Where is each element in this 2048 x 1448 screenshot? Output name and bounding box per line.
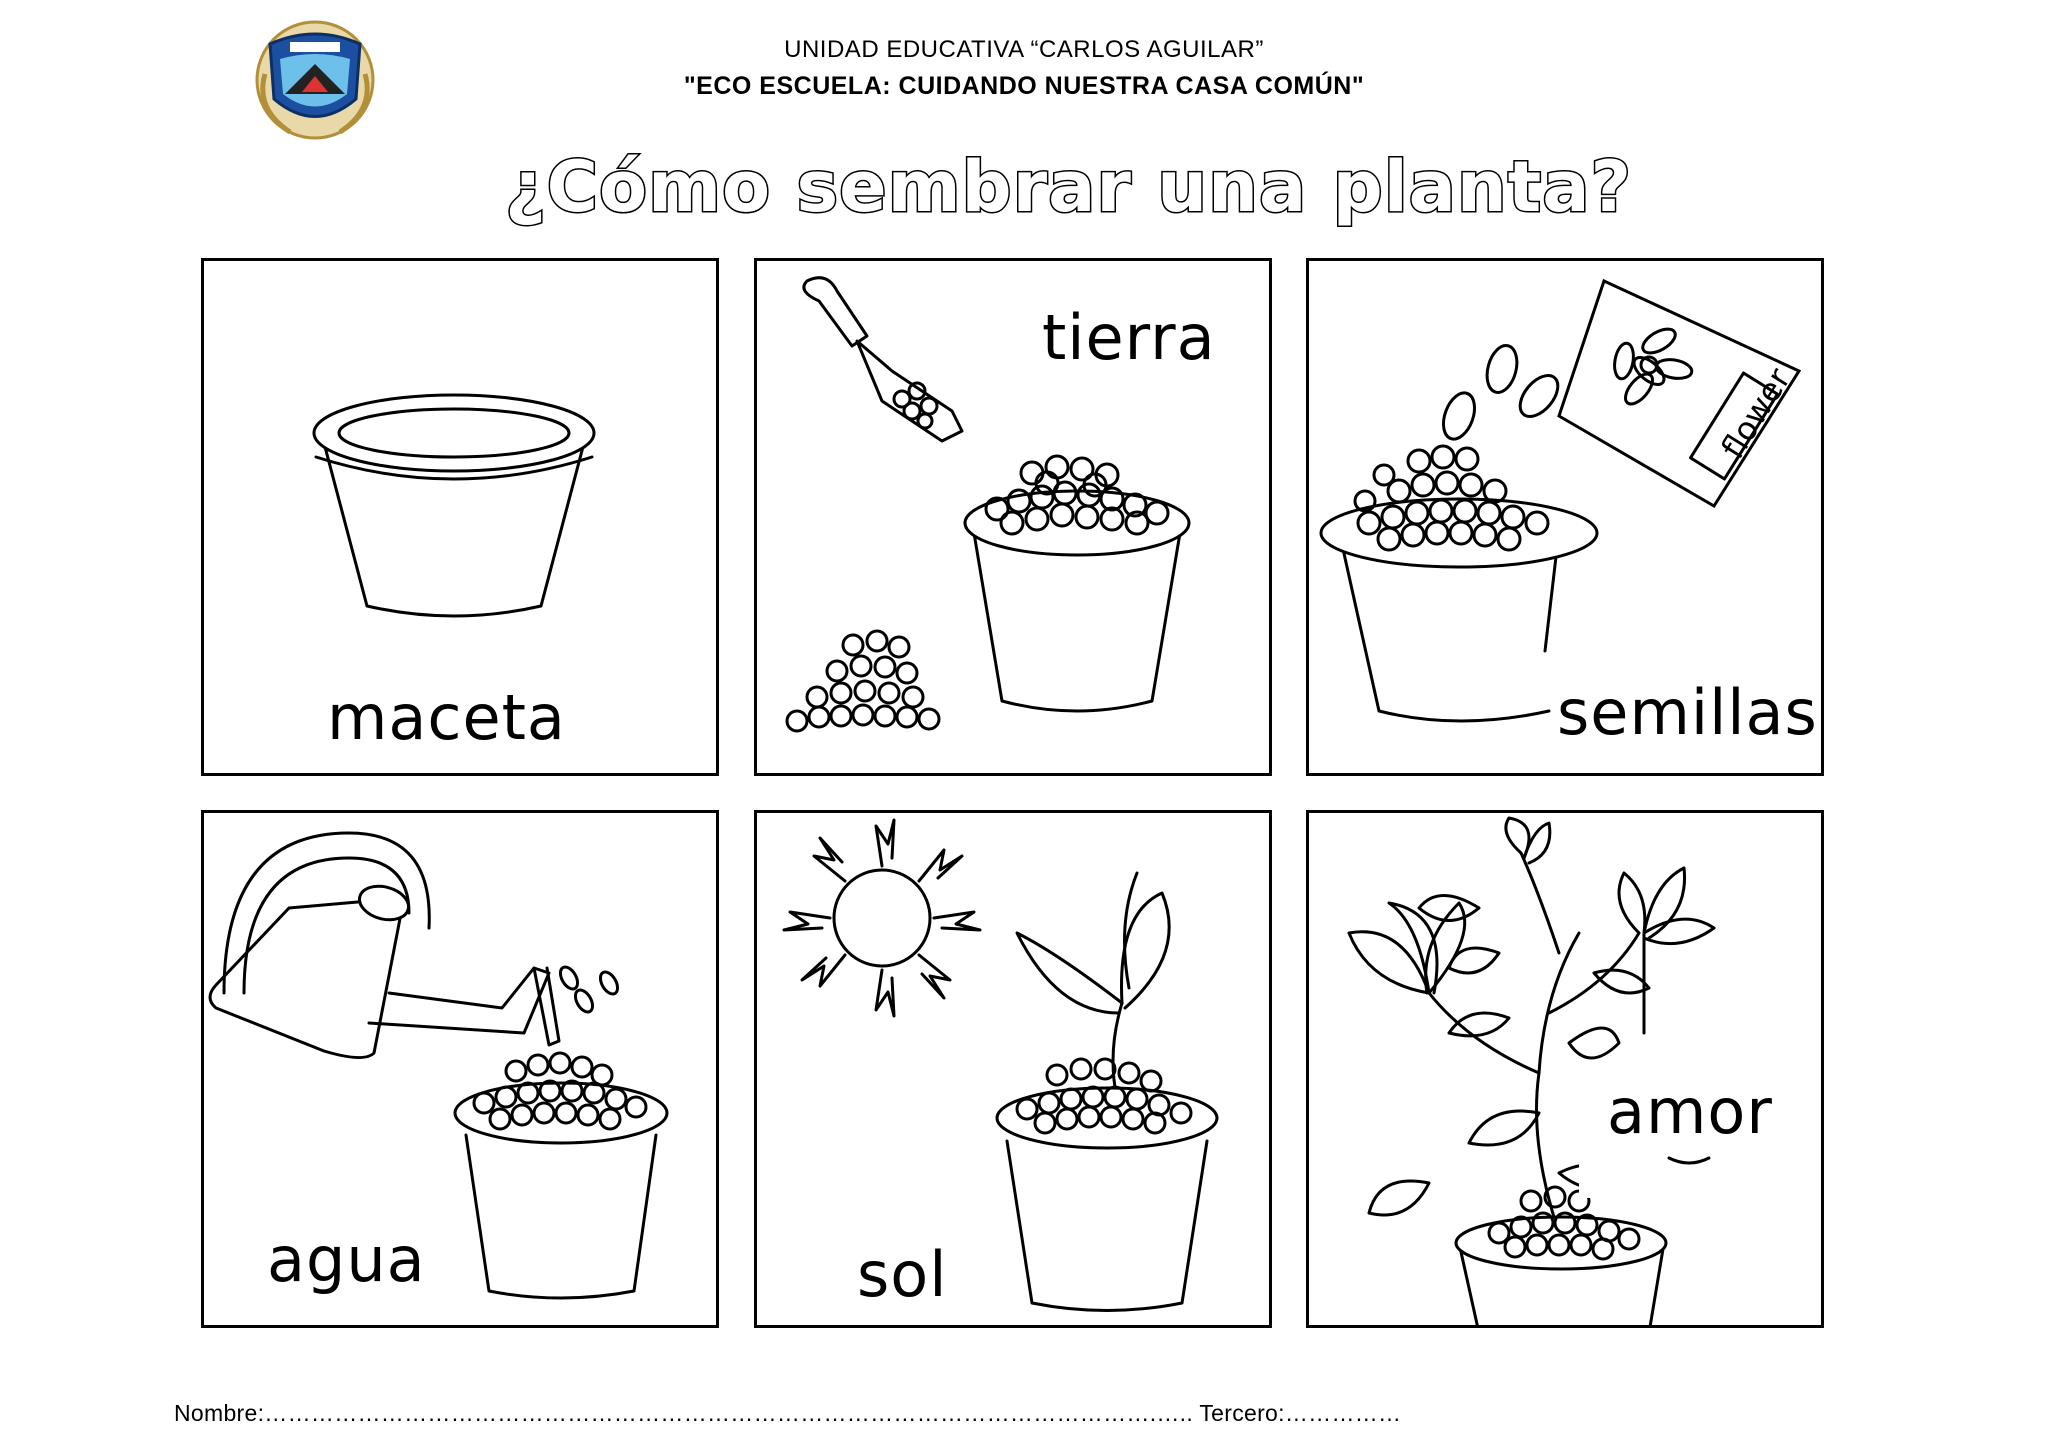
card-agua	[201, 810, 719, 1328]
card-word: agua	[267, 1223, 426, 1296]
card-word: sol	[857, 1238, 948, 1311]
card-word: tierra	[1042, 301, 1216, 374]
card-amor	[1306, 810, 1824, 1328]
name-blank[interactable]: …………………………………………………………………………………………………….…..	[264, 1400, 1194, 1426]
name-label: Nombre:	[174, 1400, 265, 1426]
footer-fields	[174, 1400, 1401, 1427]
grade-label: Tercero:	[1193, 1400, 1285, 1426]
program-title: "ECO ESCUELA: CUIDANDO NUESTRA CASA COMÚN"	[683, 72, 1365, 100]
card-word: maceta	[327, 681, 566, 754]
page-title: ¿Cómo sembrar una planta?	[505, 146, 1633, 228]
sun-sprout-icon	[757, 813, 1269, 1325]
card-maceta	[201, 258, 719, 776]
school-name: UNIDAD EDUCATIVA “CARLOS AGUILAR”	[784, 36, 1264, 63]
card-sol	[754, 810, 1272, 1328]
flowering-plant-icon	[1309, 813, 1821, 1325]
card-tierra	[754, 258, 1272, 776]
packet-label: flower	[1713, 361, 1799, 466]
card-word: amor	[1607, 1075, 1773, 1148]
grade-blank[interactable]: ……………	[1284, 1400, 1402, 1426]
card-semillas	[1306, 258, 1824, 776]
card-word: semillas	[1557, 676, 1818, 749]
